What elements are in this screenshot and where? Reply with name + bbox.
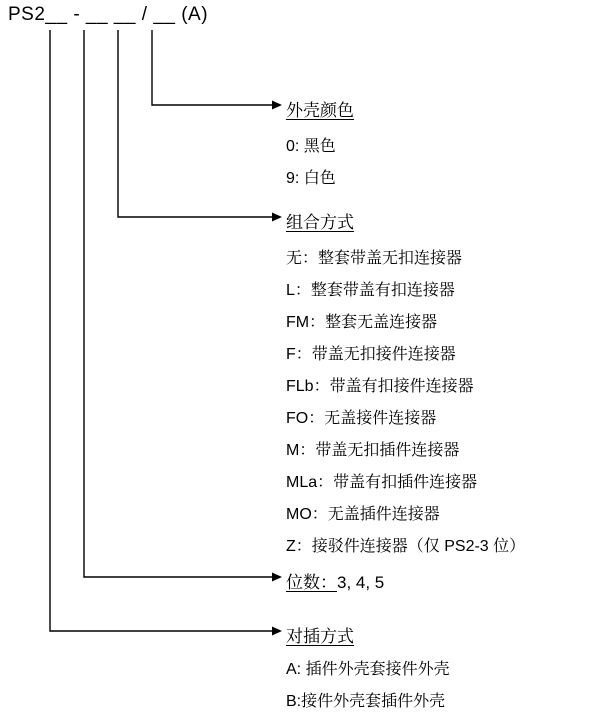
option-combination-4: FLb：带盖有扣接件连接器 [286,378,474,395]
group-shell-color-title: 外壳颜色 [286,101,354,120]
option-combination-7: MLa：带盖有扣插件连接器 [286,474,478,491]
option-combination-3: F：带盖无扣接件连接器 [286,346,456,363]
option-combination-5: FO：无盖接件连接器 [286,410,437,427]
option-combination-9: Z：接驳件连接器（仅 PS2-3 位） [286,538,526,555]
option-mating-0: A: 插件外壳套接件外壳 [286,661,450,678]
option-combination-6: M：带盖无扣插件连接器 [286,442,460,459]
option-combination-1: L：整套带盖有扣连接器 [286,282,455,299]
leader-shell-color [152,30,282,110]
group-position-count-value: 3, 4, 5 [337,573,385,592]
group-combination-type-title: 组合方式 [286,213,354,232]
option-shell-color-0: 0: 黑色 [286,138,336,155]
leader-mating-type [50,30,282,636]
group-position-count-title: 位数： [286,573,337,592]
group-position-count [286,568,384,593]
group-combination-type [286,208,525,556]
option-combination-2: FM：整套无盖连接器 [286,314,438,331]
leader-combination-type [118,30,282,222]
option-combination-0: 无：整套带盖无扣连接器 [286,250,463,267]
leader-position-count [84,30,282,582]
option-mating-1: B:接件外壳套插件外壳 [286,693,446,710]
group-shell-color [286,96,354,188]
group-position-count-line [286,568,384,593]
group-mating-type [286,622,450,711]
part-number-code: PS2__ - __ __ / __ (A) [8,4,209,25]
option-shell-color-1: 9: 白色 [286,170,336,187]
option-combination-8: MO：无盖插件连接器 [286,506,440,523]
group-mating-type-title: 对插方式 [286,627,354,646]
